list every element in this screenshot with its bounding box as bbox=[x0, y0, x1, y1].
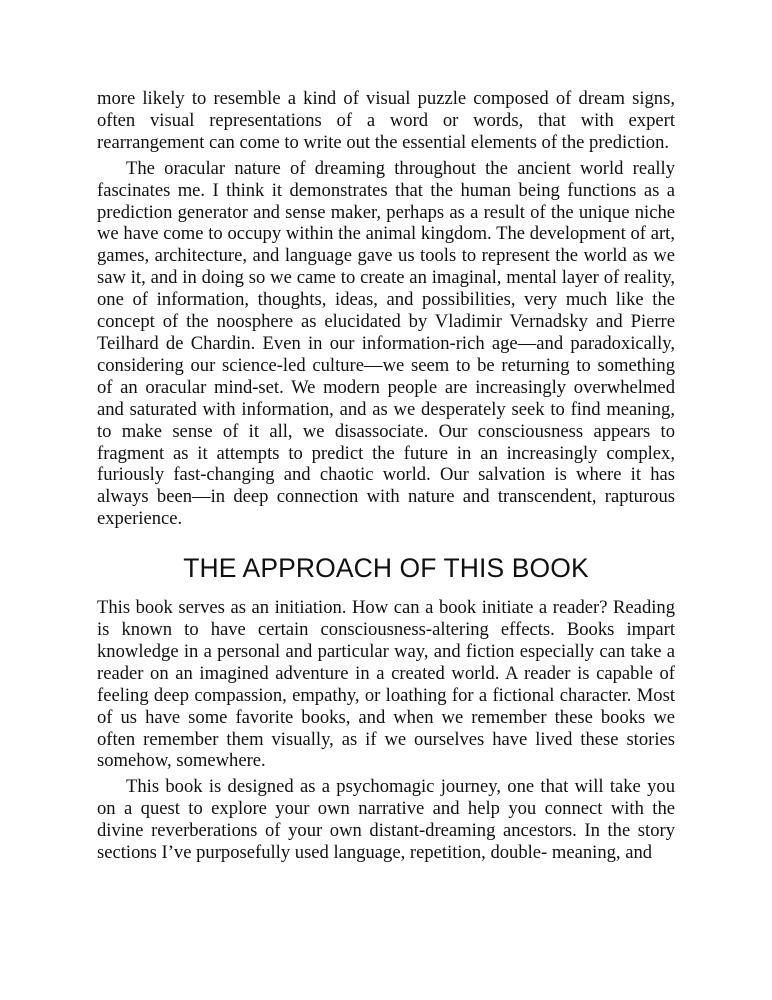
paragraph-psychomagic-journey: This book is designed as a psychomagic journey, one that will take you on a quest to explore your own narrative and help you connect with the divine reverberations of your own distant-dreaming ancestors. In the story sections I’ve purposefully used language, repetition, double- meaning, and bbox=[97, 776, 675, 864]
section-heading: THE APPROACH OF THIS BOOK bbox=[183, 553, 589, 584]
paragraph-continuation: more likely to resemble a kind of visual puzzle composed of dream signs, often visual representations of a word or words, that with expert rearrangement can come to write out the essential elements of the prediction. bbox=[97, 88, 675, 153]
paragraph-initiation: This book serves as an initiation. How can a book initiate a reader? Reading is known to have certain consciousness-altering effects. Books impart knowledge in a personal and particular way, and fiction especially can take a reader on an imagined adventure in a created world. A reader is capable of feeling deep compassion, empathy, or loathing for a fictional character. Most of us have some favorite books, and when we remember these books we often remember them visually, as if we ourselves have lived these stories somehow, somewhere. bbox=[97, 597, 675, 772]
book-page bbox=[97, 88, 675, 864]
paragraph-oracular-dreaming: The oracular nature of dreaming throughout the ancient world really fascinates me. I think it demonstrates that the human being functions as a prediction generator and sense maker, perhaps as a result of the unique niche we have come to occupy within the animal kingdom. The development of art, games, architecture, and language gave us tools to represent the world as we saw it, and in doing so we came to create an imaginal, mental layer of reality, one of information, thoughts, ideas, and possibilities, very much like the concept of the noosphere as elucidated by Vladimir Vernadsky and Pierre Teilhard de Chardin. Even in our information-rich age—and paradoxically, considering our science-led culture—we seem to be returning to something of an oracular mind-set. We modern people are increasingly overwhelmed and saturated with information, and as we desperately seek to find meaning, to make sense of it all, we disassociate. Our consciousness appears to fragment as it attempts to predict the future in an increasingly complex, furiously fast-changing and chaotic world. Our salvation is where it has always been—in deep connection with nature and transcendent, rapturous experience. bbox=[97, 157, 675, 530]
